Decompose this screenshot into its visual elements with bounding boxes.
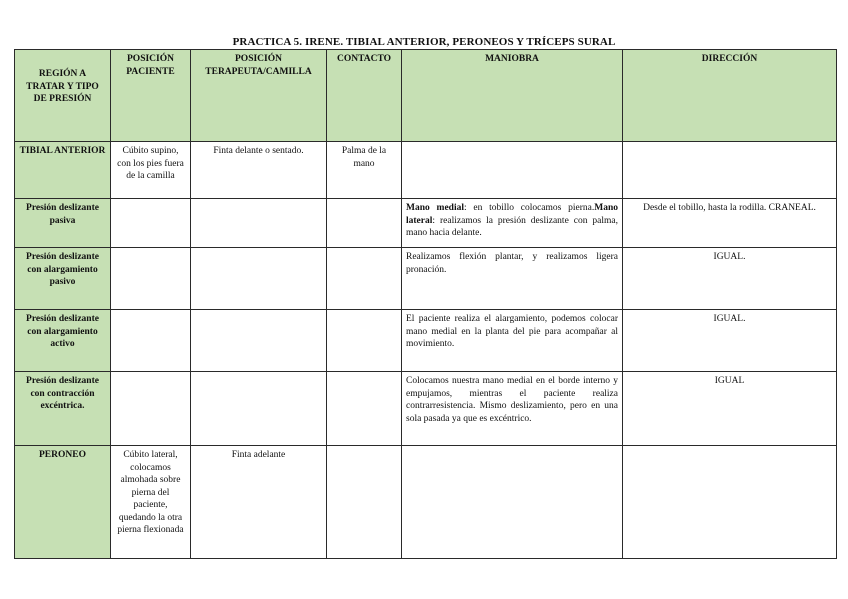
contact-cell: [327, 248, 402, 310]
therapist-position-cell: Finta delante o sentado.: [191, 142, 327, 199]
header-row: [15, 50, 837, 142]
maneuver-cell: Colocamos nuestra mano medial en el borde interno y empujamos, mientras el paciente realiza contrarresistencia. Mismo deslizamiento, pero en una sola pasada ya que es excéntrico.: [402, 372, 623, 446]
table-row-eccentric: [15, 372, 837, 446]
direction-cell: IGUAL.: [623, 310, 837, 372]
patient-position-cell: [111, 372, 191, 446]
table-row-passive: [15, 199, 837, 248]
direction-cell: Desde el tobillo, hasta la rodilla. CRANEAL.: [623, 199, 837, 248]
table-row-tibial: [15, 142, 837, 199]
header-therapist-position: POSICIÓN TERAPEUTA/CAMILLA: [191, 50, 327, 142]
region-cell: TIBIAL ANTERIOR: [15, 142, 111, 199]
direction-cell: [623, 142, 837, 199]
contact-cell: Palma de la mano: [327, 142, 402, 199]
maneuver-text-2: : realizamos la presión deslizante con palma, mano hacia delante.: [406, 215, 618, 238]
header-contact: CONTACTO: [327, 50, 402, 142]
region-cell: Presión deslizante con alargamiento pasivo: [15, 248, 111, 310]
maneuver-bold-2: Mano lateral: [406, 203, 618, 226]
maneuver-cell: [402, 142, 623, 199]
contact-cell: [327, 199, 402, 248]
header-region: REGIÓN A TRATAR Y TIPO DE PRESIÓN: [15, 50, 111, 142]
patient-position-cell: Cúbito supino, con los pies fuera de la camilla: [111, 142, 191, 199]
patient-position-cell: [111, 248, 191, 310]
direction-cell: IGUAL: [623, 372, 837, 446]
region-cell: Presión deslizante con contracción excéntrica.: [15, 372, 111, 446]
therapist-position-cell: [191, 248, 327, 310]
region-cell: Presión deslizante pasiva: [15, 199, 111, 248]
header-patient-position: POSICIÓN PACIENTE: [111, 50, 191, 142]
table-row-peroneo: [15, 446, 837, 559]
maneuver-cell: Realizamos flexión plantar, y realizamos ligera pronación.: [402, 248, 623, 310]
therapist-position-cell: [191, 310, 327, 372]
therapist-position-cell: [191, 199, 327, 248]
direction-cell: [623, 446, 837, 559]
therapist-position-cell: Finta adelante: [191, 446, 327, 559]
maneuver-cell: [402, 446, 623, 559]
patient-position-cell: [111, 310, 191, 372]
region-cell: Presión deslizante con alargamiento activo: [15, 310, 111, 372]
therapist-position-cell: [191, 372, 327, 446]
maneuver-bold-1: Mano medial: [406, 203, 464, 213]
header-maneuver: MANIOBRA: [402, 50, 623, 142]
maneuver-text-1: : en tobillo colocamos pierna.: [463, 203, 595, 213]
contact-cell: [327, 372, 402, 446]
patient-position-cell: [111, 199, 191, 248]
contact-cell: [327, 310, 402, 372]
patient-position-cell: Cúbito lateral, colocamos almohada sobre pierna del paciente, quedando la otra pierna flexionada: [111, 446, 191, 559]
table-row-active-stretch: [15, 310, 837, 372]
document-title: PRACTICA 5. IRENE. TIBIAL ANTERIOR, PERONEOS Y TRÍCEPS SURAL: [232, 36, 616, 48]
maneuver-cell: [402, 199, 623, 248]
maneuver-cell: El paciente realiza el alargamiento, podemos colocar mano medial en la planta del pie para acompañar al movimiento.: [402, 310, 623, 372]
header-direction: DIRECCIÓN: [623, 50, 837, 142]
table-row-passive-stretch: [15, 248, 837, 310]
practice-table: [14, 49, 837, 559]
region-cell: PERONEO: [15, 446, 111, 559]
contact-cell: [327, 446, 402, 559]
direction-cell: IGUAL.: [623, 248, 837, 310]
